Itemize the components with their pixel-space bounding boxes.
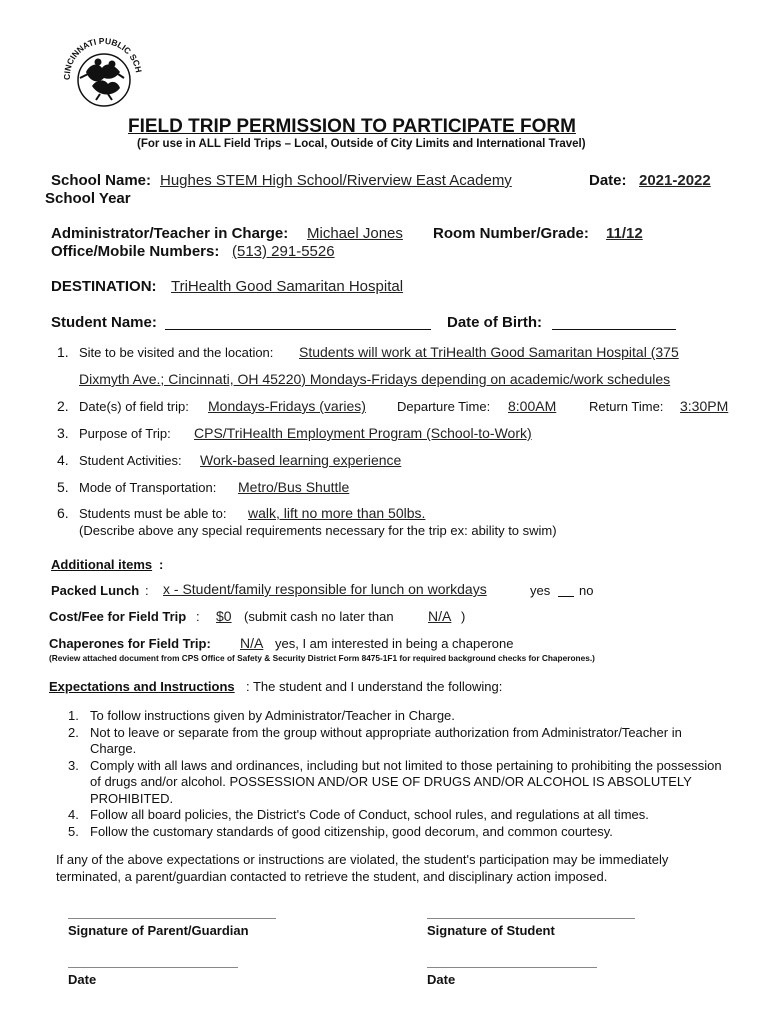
lunch-yes-label: yes (530, 583, 551, 598)
lunch-no-field[interactable] (558, 596, 574, 597)
chaperone-field[interactable]: N/A (240, 635, 264, 651)
expectation-text: Comply with all laws and ordinances, including but not limited to those pertaining to prohibiting the possession of drugs and/or alcohol. POSSESSION AND/OR USE OF DRUGS AND/OR ALCOHOL IS ABSOLUTELY PROHIBITED. (90, 757, 722, 806)
dob-label: Date of Birth: (447, 314, 542, 331)
cost-label: Cost/Fee for Field Trip (49, 609, 187, 624)
logo-emblem-icon (52, 28, 148, 108)
cost-deadline-field[interactable]: N/A (428, 608, 452, 624)
item-1-label: Site to be visited and the location: (79, 345, 274, 360)
admin-label: Administrator/Teacher in Charge: (51, 225, 289, 242)
dob-field[interactable] (552, 329, 676, 330)
lunch-no-label: no (579, 583, 594, 598)
destination-label: DESTINATION: (51, 278, 157, 295)
chaperone-text: yes, I am interested in being a chaperone (275, 636, 514, 651)
item-6-field[interactable]: walk, lift no more than 50lbs. (248, 505, 426, 521)
form-title: FIELD TRIP PERMISSION TO PARTICIPATE FORM (128, 116, 576, 137)
expectation-text: To follow instructions given by Administrator/Teacher in Charge. (90, 708, 455, 723)
expectation-text: Follow all board policies, the District's Code of Conduct, school rules, and regulations at all times. (90, 807, 649, 822)
parent-signature-line[interactable] (68, 918, 276, 919)
expectation-item (68, 725, 728, 758)
return-field[interactable]: 3:30PM (680, 398, 729, 414)
packed-lunch-field[interactable]: x - Student/family responsible for lunch on workdays (163, 581, 487, 597)
item-6-note: (Describe above any special requirements necessary for the trip ex: ability to swim) (79, 523, 557, 538)
expectation-number: 4. (68, 807, 79, 822)
phone-field[interactable]: (513) 291-5526 (232, 243, 335, 260)
cost-note-close: ) (461, 609, 466, 624)
item-1-field-cont[interactable]: Dixmyth Ave.; Cincinnati, OH 45220) Mondays-Fridays depending on academic/work schedules (79, 371, 671, 387)
expectation-number: 2. (68, 724, 79, 740)
packed-lunch-label: Packed Lunch (51, 583, 140, 598)
additional-colon: : (159, 557, 164, 572)
student-date-label: Date (427, 972, 456, 987)
expectation-number: 5. (68, 823, 79, 839)
item-5-label: Mode of Transportation: (79, 480, 217, 495)
item-2-number: 2. (57, 398, 69, 414)
form-subtitle: (For use in ALL Field Trips – Local, Outside of City Limits and International Travel) (137, 138, 586, 150)
school-logo (52, 28, 148, 108)
expectation-item (68, 824, 728, 841)
item-6-number: 6. (57, 505, 69, 521)
parent-date-line[interactable] (68, 967, 238, 968)
expectation-item (68, 807, 728, 824)
svg-text:CINCINNATI PUBLIC SCHOOLS: CINCINNATI PUBLIC SCH (61, 35, 144, 81)
item-4-label: Student Activities: (79, 453, 182, 468)
item-2-field[interactable]: Mondays-Fridays (varies) (208, 398, 366, 414)
item-1-number: 1. (57, 344, 69, 360)
admin-field[interactable]: Michael Jones (307, 225, 403, 242)
phone-label: Office/Mobile Numbers: (51, 243, 220, 260)
item-3-field[interactable]: CPS/TriHealth Employment Program (School-to-Work) (194, 425, 532, 441)
item-4-number: 4. (57, 452, 69, 468)
return-label: Return Time: (589, 399, 664, 414)
departure-field[interactable]: 8:00AM (508, 398, 557, 414)
expectation-number: 1. (68, 708, 79, 723)
item-5-field[interactable]: Metro/Bus Shuttle (238, 479, 350, 495)
expectations-intro: : The student and I understand the following: (246, 679, 503, 694)
item-6-label: Students must be able to: (79, 506, 227, 521)
item-3-number: 3. (57, 425, 69, 441)
parent-date-label: Date (68, 972, 97, 987)
destination-field[interactable]: TriHealth Good Samaritan Hospital (171, 278, 404, 295)
departure-label: Departure Time: (397, 399, 491, 414)
expectations-list (68, 708, 728, 840)
additional-heading: Additional items (51, 557, 153, 572)
item-3-label: Purpose of Trip: (79, 426, 171, 441)
date-field[interactable]: 2021-2022 (639, 172, 711, 189)
school-year-label: School Year (45, 190, 131, 207)
school-name-label: School Name: (51, 172, 152, 189)
school-name-field[interactable]: Hughes STEM High School/Riverview East Academy (160, 172, 512, 189)
expectation-text: Not to leave or separate from the group without appropriate authorization from Administrator/Teacher in Charge. (90, 724, 682, 756)
chaperone-note: (Review attached document from CPS Office of Safety & Security District Form 8475-1F1 for required background checks for Chaperones.) (49, 653, 595, 663)
packed-lunch-colon: : (145, 583, 149, 598)
expectation-number: 3. (68, 757, 79, 773)
item-1-field[interactable]: Students will work at TriHealth Good Samaritan Hospital (375 (299, 344, 679, 360)
cost-colon: : (196, 609, 200, 624)
chaperone-label: Chaperones for Field Trip: (49, 636, 211, 651)
item-4-field[interactable]: Work-based learning experience (200, 452, 402, 468)
cost-field[interactable]: $0 (216, 608, 232, 624)
student-signature-label: Signature of Student (427, 923, 555, 938)
item-5-number: 5. (57, 479, 69, 495)
student-name-field[interactable] (165, 329, 431, 330)
student-signature-line[interactable] (427, 918, 635, 919)
student-name-label: Student Name: (51, 314, 157, 331)
closing-paragraph: If any of the above expectations or instructions are violated, the student's participation may be immediately terminated, a parent/guardian contacted to retrieve the student, and disciplinary action imposed. (56, 852, 669, 884)
expectation-item (68, 708, 728, 725)
expectations-heading: Expectations and Instructions (49, 679, 235, 694)
room-grade-field[interactable]: 11/12 (606, 225, 643, 242)
expectation-text: Follow the customary standards of good citizenship, good decorum, and common courtesy. (90, 823, 613, 839)
date-label: Date: (589, 172, 627, 189)
cost-note: (submit cash no later than (244, 609, 394, 624)
parent-signature-label: Signature of Parent/Guardian (68, 923, 249, 938)
item-2-label: Date(s) of field trip: (79, 399, 189, 414)
expectation-item (68, 758, 728, 808)
student-date-line[interactable] (427, 967, 597, 968)
room-grade-label: Room Number/Grade: (433, 225, 589, 242)
